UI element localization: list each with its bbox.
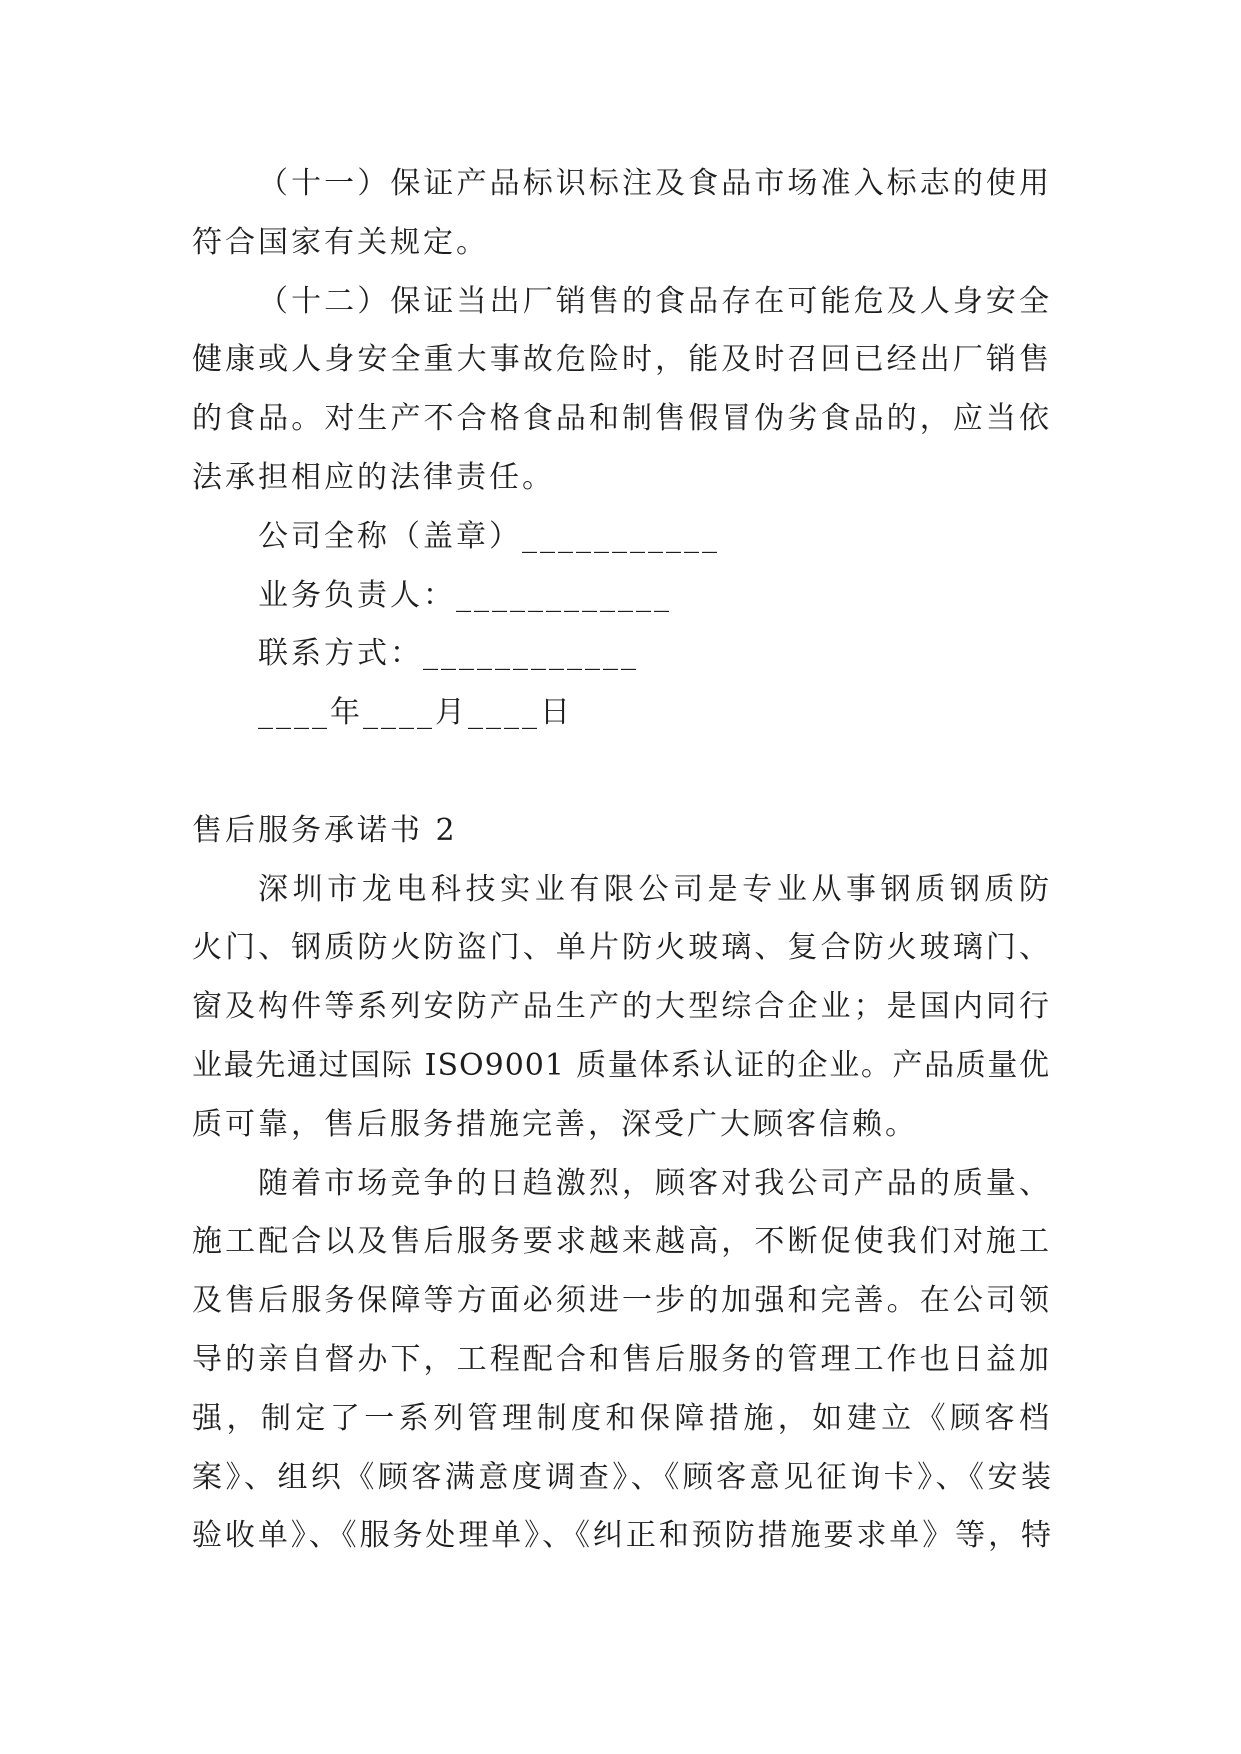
clause-12 xyxy=(192,273,1050,508)
text-line: 质可靠，售后服务措施完善，深受广大顾客信赖。 xyxy=(192,1106,918,1142)
text-line: 施工配合以及售后服务要求越来越高，不断促使我们对施工 xyxy=(192,1224,1050,1260)
text-line: 及售后服务保障等方面必须进一步的加强和完善。在公司领 xyxy=(192,1283,1050,1319)
intro-paragraph xyxy=(192,861,1050,1155)
commitment-paragraph xyxy=(192,1155,1050,1567)
signature-block xyxy=(192,508,1050,743)
text-line: 法承担相应的法律责任。 xyxy=(192,459,555,495)
text-line: 符合国家有关规定。 xyxy=(192,224,489,260)
company-name-line: 公司全称（盖章）___________ xyxy=(258,518,720,554)
text-line: 火门、钢质防火防盗门、单片防火玻璃、复合防火玻璃门、 xyxy=(192,930,1050,966)
text-line: 强，制定了一系列管理制度和保障措施，如建立《顾客档 xyxy=(192,1400,1050,1436)
text-line: 健康或人身安全重大事故危险时，能及时召回已经出厂销售 xyxy=(192,342,1050,378)
clause-11 xyxy=(192,155,1050,273)
manager-line: 业务负责人：____________ xyxy=(258,577,672,613)
text-line: 业最先通过国际 ISO9001 质量体系认证的企业。产品质量优 xyxy=(192,1047,1050,1083)
contact-line: 联系方式：____________ xyxy=(258,636,639,672)
section-title: 售后服务承诺书 2 xyxy=(192,812,458,848)
text-line: 窗及构件等系列安防产品生产的大型综合企业；是国内同行 xyxy=(192,989,1050,1025)
blank-line xyxy=(192,743,1050,802)
document-body xyxy=(192,155,1050,1566)
date-line: ____年____月____日 xyxy=(258,695,573,731)
text-line: 随着市场竞争的日趋激烈，顾客对我公司产品的质量、 xyxy=(258,1165,1050,1201)
text-line: 案》、组织《顾客满意度调查》、《顾客意见征询卡》、《安装 xyxy=(192,1459,1050,1495)
text-line: 验收单》、《服务处理单》、《纠正和预防措施要求单》等，特 xyxy=(192,1518,1050,1554)
text-line: 导的亲自督办下，工程配合和售后服务的管理工作也日益加 xyxy=(192,1341,1050,1377)
text-line: 的食品。对生产不合格食品和制售假冒伪劣食品的，应当依 xyxy=(192,401,1050,437)
text-line: （十二）保证当出厂销售的食品存在可能危及人身安全 xyxy=(258,283,1050,319)
text-line: （十一）保证产品标识标注及食品市场准入标志的使用 xyxy=(258,166,1050,201)
text-line: 深圳市龙电科技实业有限公司是专业从事钢质钢质防 xyxy=(258,871,1050,907)
